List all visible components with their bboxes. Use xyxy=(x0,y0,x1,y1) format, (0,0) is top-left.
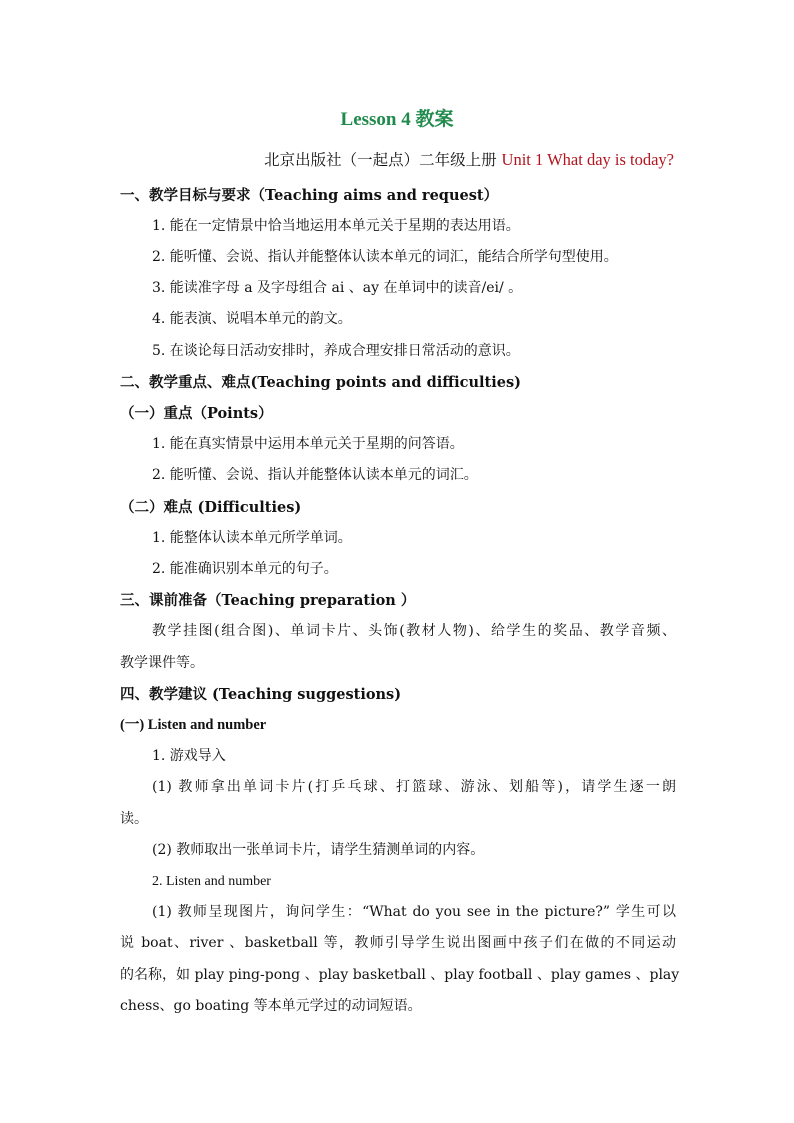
picture-step-line-2: 说 boat、river 、basketball 等，教师引导学生说出图画中孩子们在做的不同运动 xyxy=(120,935,676,951)
picture-step-line-4: chess、go boating 等本单元学过的动词短语。 xyxy=(120,998,422,1014)
picture-step-line-1: (1) 教师呈现图片，询问学生：“What do you see in the picture?” 学生可以 xyxy=(152,904,676,920)
preparation-text-line-1: 教学挂图(组合图)、单词卡片、头饰(教材人物)、给学生的奖品、教学音频、 xyxy=(152,623,676,639)
preparation-text-line-2: 教学课件等。 xyxy=(120,655,204,671)
aim-item-1: 1. 能在一定情景中恰当地运用本单元关于星期的表达用语。 xyxy=(152,218,520,234)
step-listen-number: 2. Listen and number xyxy=(152,874,271,889)
step-2-text: (2) 教师取出一张单词卡片，请学生猜测单词的内容。 xyxy=(152,842,485,858)
subheading-difficulties: （二）难点 (Difficulties) xyxy=(120,499,302,516)
point-item-2: 2. 能听懂、会说、指认并能整体认读本单元的词汇。 xyxy=(152,467,478,483)
subheading-listen-and-number: (一) Listen and number xyxy=(120,717,267,733)
section-heading-suggestions: 四、教学建议 (Teaching suggestions) xyxy=(120,686,402,703)
step-game-intro: 1. 游戏导入 xyxy=(152,748,226,764)
difficulty-item-2: 2. 能准确识别本单元的句子。 xyxy=(152,561,338,577)
point-item-1: 1. 能在真实情景中运用本单元关于星期的问答语。 xyxy=(152,436,464,452)
subheading-points: （一）重点（Points） xyxy=(120,405,273,422)
aim-item-3: 3. 能读准字母 a 及字母组合 ai 、ay 在单词中的读音/ei/ 。 xyxy=(152,280,523,296)
subtitle xyxy=(264,148,674,170)
aim-item-2: 2. 能听懂、会说、指认并能整体认读本单元的词汇，能结合所学句型使用。 xyxy=(152,249,618,265)
step-1-line-2: 读。 xyxy=(120,811,148,827)
picture-step-line-3: 的名称，如 play ping-pong 、play basketball 、play football 、play games 、play xyxy=(120,967,680,983)
difficulty-item-1: 1. 能整体认读本单元所学单词。 xyxy=(152,530,352,546)
section-heading-points: 二、教学重点、难点(Teaching points and difficulties) xyxy=(120,374,522,391)
page-title: Lesson 4 教案 xyxy=(340,109,454,130)
aim-item-5: 5. 在谈论每日活动安排时，养成合理安排日常活动的意识。 xyxy=(152,343,520,359)
section-heading-aims: 一、教学目标与要求（Teaching aims and request） xyxy=(120,187,499,204)
section-heading-preparation: 三、课前准备（Teaching preparation ） xyxy=(120,592,416,609)
step-1-line-1: (1) 教师拿出单词卡片(打乒乓球、打篮球、游泳、划船等)，请学生逐一朗 xyxy=(152,779,676,795)
subtitle-publisher: 北京出版社（一起点）二年级上册 xyxy=(264,151,502,169)
subtitle-unit: Unit 1 What day is today? xyxy=(501,150,674,169)
aim-item-4: 4. 能表演、说唱本单元的韵文。 xyxy=(152,311,352,327)
